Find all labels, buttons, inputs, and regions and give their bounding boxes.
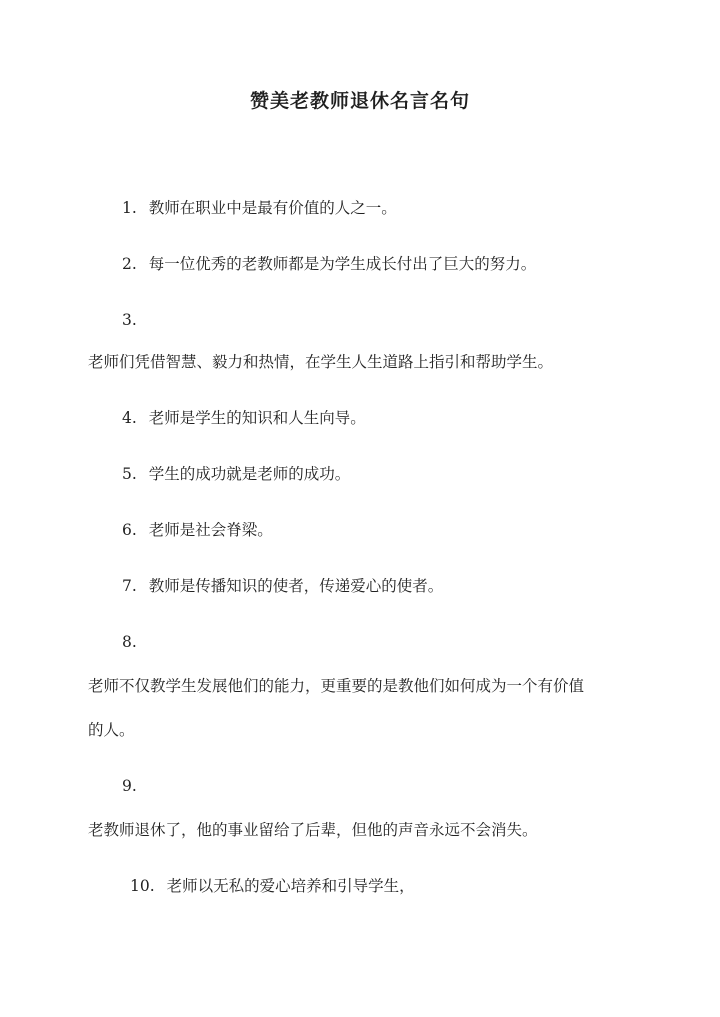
item-text: 每一位优秀的老教师都是为学生成长付出了巨大的努力。	[148, 255, 537, 273]
list-item-8-text-line2: 的人。	[88, 721, 135, 739]
item-number: 7.	[122, 577, 137, 595]
item-number: 2.	[122, 255, 137, 273]
item-text: 老师是学生的知识和人生向导。	[148, 409, 366, 427]
item-text: 老师以无私的爱心培养和引导学生，	[166, 877, 415, 895]
page-title: 赞美老教师退休名言名句	[249, 90, 470, 112]
list-item-3-number: 3.	[122, 311, 137, 329]
list-item-8-text-line1: 老师不仅教学生发展他们的能力，更重要的是教他们如何成为一个有价值	[88, 677, 585, 695]
item-text: 老师是社会脊梁。	[148, 521, 273, 539]
item-number: 1.	[122, 199, 137, 217]
item-number: 4.	[122, 409, 137, 427]
item-number: 5.	[122, 465, 137, 483]
list-item-7	[122, 576, 443, 596]
list-item-5	[122, 464, 350, 484]
list-item-10	[130, 876, 415, 896]
list-item-9-number: 9.	[122, 777, 137, 795]
item-text: 学生的成功就是老师的成功。	[148, 465, 351, 483]
list-item-9-text: 老教师退休了，他的事业留给了后辈，但他的声音永远不会消失。	[88, 821, 538, 839]
list-item-2	[122, 254, 536, 274]
list-item-1	[122, 198, 397, 218]
item-text: 教师在职业中是最有价值的人之一。	[148, 199, 397, 217]
list-item-3-text: 老师们凭借智慧、毅力和热情，在学生人生道路上指引和帮助学生。	[88, 353, 554, 371]
item-number: 10.	[130, 877, 155, 895]
item-text: 教师是传播知识的使者，传递爱心的使者。	[148, 577, 444, 595]
list-item-4	[122, 408, 366, 428]
item-number: 6.	[122, 521, 137, 539]
list-item-8-number: 8.	[122, 633, 137, 651]
list-item-6	[122, 520, 273, 540]
